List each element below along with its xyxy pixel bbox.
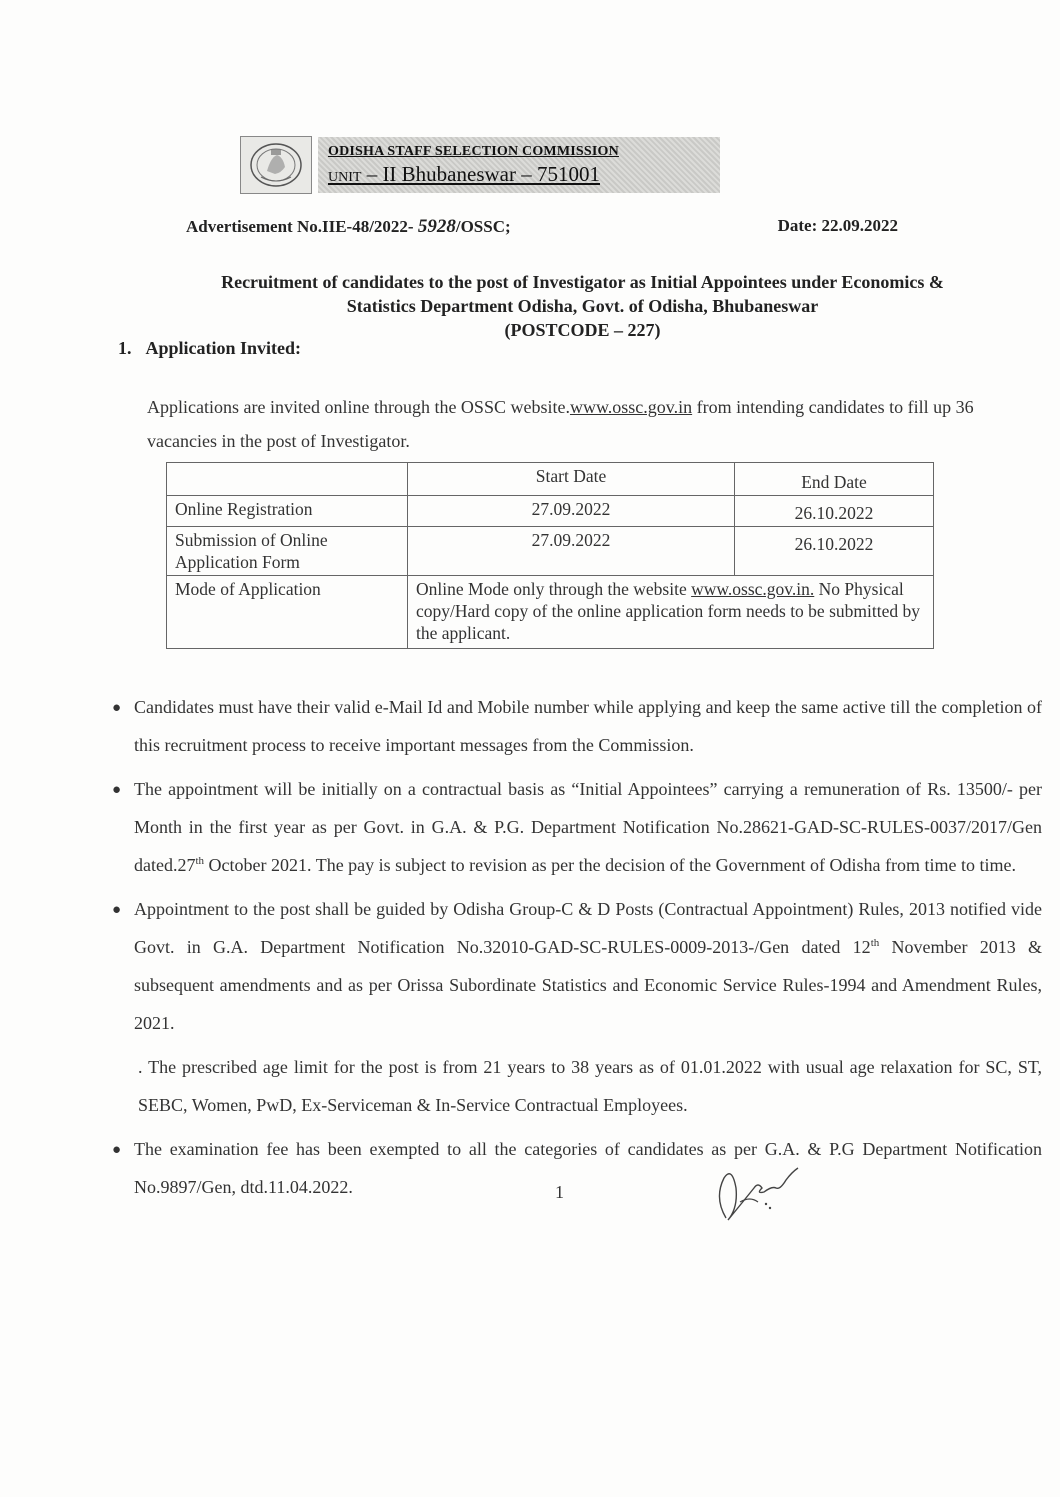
list-item (112, 1130, 1042, 1206)
section-title: Application Invited: (145, 338, 302, 358)
section-heading (118, 338, 301, 359)
superscript: th (870, 937, 880, 949)
row-start-date: 27.09.2022 (408, 527, 735, 576)
list-item-text: The examination fee has been exempted to all the categories of candidates as per G.A. & P.G Department Notification No.9897/Gen, dtd.11.04.2022. (134, 1139, 1042, 1197)
text-segment: Appointment to the post shall be guided by Odisha Group-C & D Posts (Contractual Appointment) Rules, 2013 notified vide Govt. in G.A. Department Notification No.32010-GAD-SC-RULES-0009-2013-/Gen dated 12 (134, 899, 1042, 957)
schedule-table (166, 462, 934, 649)
row-end-date: 26.10.2022 (735, 527, 934, 576)
page-number: 1 (555, 1182, 564, 1202)
superscript: th (195, 855, 205, 867)
organization-name: ODISHA STAFF SELECTION COMMISSION (328, 143, 619, 159)
list-item (112, 770, 1042, 884)
title-line-3: (POSTCODE – 227) (504, 320, 661, 340)
title-line-1: Recruitment of candidates to the post of Investigator as Initial Appointees under Economics & (221, 272, 944, 292)
conditions-list (112, 688, 1042, 1212)
age-limit-paragraph: . The prescribed age limit for the post is from 21 years to 38 years as of 01.01.2022 with usual age relaxation for SC, ST, SEBC, Women, PwD, Ex-Serviceman & In-Service Contractual Employees. (138, 1057, 1042, 1115)
text-segment: October 2021. The pay is subject to revision as per the decision of the Government of Odisha from time to time. (204, 855, 1017, 875)
advertisement-suffix: /OSSC; (455, 217, 511, 236)
row-end-date: 26.10.2022 (735, 496, 934, 527)
table-header-blank (167, 463, 408, 496)
bullet-dot-icon: ● (112, 782, 122, 798)
mode-text-start: Online Mode only through the website (416, 579, 692, 599)
advertisement-line (186, 216, 898, 238)
row-label: Mode of Application (167, 576, 408, 649)
text-segment: November 2013 & subsequent amendments and as per Orissa Subordinate Statistics and Economic Service Rules-1994 and Amendment Rules, 2021. (134, 937, 1042, 1033)
bullet-dot-icon: ● (112, 902, 122, 918)
table-header-row (167, 463, 934, 496)
state-emblem-icon (240, 136, 312, 194)
list-item-text (134, 770, 1042, 884)
row-label: Submission of Online Application Form (167, 527, 408, 576)
title-line-2: Statistics Department Odisha, Govt. of Odisha, Bhubaneswar (346, 296, 819, 316)
bullet-dot-icon: ● (112, 700, 122, 716)
list-item (112, 688, 1042, 764)
section-number: 1. (118, 338, 132, 358)
ossc-website-link[interactable]: www.ossc.gov.in (569, 397, 693, 417)
unit-location: – II Bhubaneswar – 751001 (361, 161, 600, 186)
row-label: Online Registration (167, 496, 408, 527)
ossc-website-link[interactable]: www.ossc.gov.in. (691, 579, 815, 599)
list-item-text (134, 890, 1042, 1042)
table-header-end-date: End Date (735, 463, 934, 496)
intro-paragraph (147, 390, 1047, 458)
table-header-start-date: Start Date (408, 463, 735, 496)
unit-prefix: UNIT (328, 169, 362, 185)
mode-of-application-value (408, 576, 934, 649)
recruitment-title (130, 270, 1035, 342)
unit-address (328, 162, 720, 187)
intro-text-start: Applications are invited online through the OSSC website. (147, 397, 570, 417)
table-row (167, 576, 934, 649)
letterhead-text (318, 137, 720, 193)
intro-text-end: from intending candidates to fill up 36 vacancies in the post of Investigator. (147, 397, 974, 451)
letterhead (240, 136, 720, 194)
list-item-text: Candidates must have their valid e-Mail Id and Mobile number while applying and keep the same active till the completion of this recruitment process to receive important messages from the Commission. (134, 697, 1042, 755)
row-start-date: 27.09.2022 (408, 496, 735, 527)
advertisement-date: Date: 22.09.2022 (777, 216, 898, 235)
text-segment: The appointment will be initially on a contractual basis as “Initial Appointees” carrying a remuneration of Rs. 13500/- per Month in the first year as per Govt. in G.A. & P.G. Department Notification No.28621-GAD-SC-RULES-0037/2017/Gen dated.27 (134, 779, 1042, 875)
handwritten-number: 5928 (417, 216, 456, 237)
advertisement-number (186, 216, 511, 238)
table-row (167, 527, 934, 576)
mode-text-end: No Physical copy/Hard copy of the online application form needs to be submitted by the applicant. (416, 579, 920, 643)
handwritten-signature (706, 1158, 806, 1233)
table-row (167, 496, 934, 527)
list-item (112, 890, 1042, 1042)
advertisement-prefix: Advertisement No.IIE-48/2022- (186, 217, 418, 236)
bullet-dot-icon: ● (112, 1142, 122, 1158)
